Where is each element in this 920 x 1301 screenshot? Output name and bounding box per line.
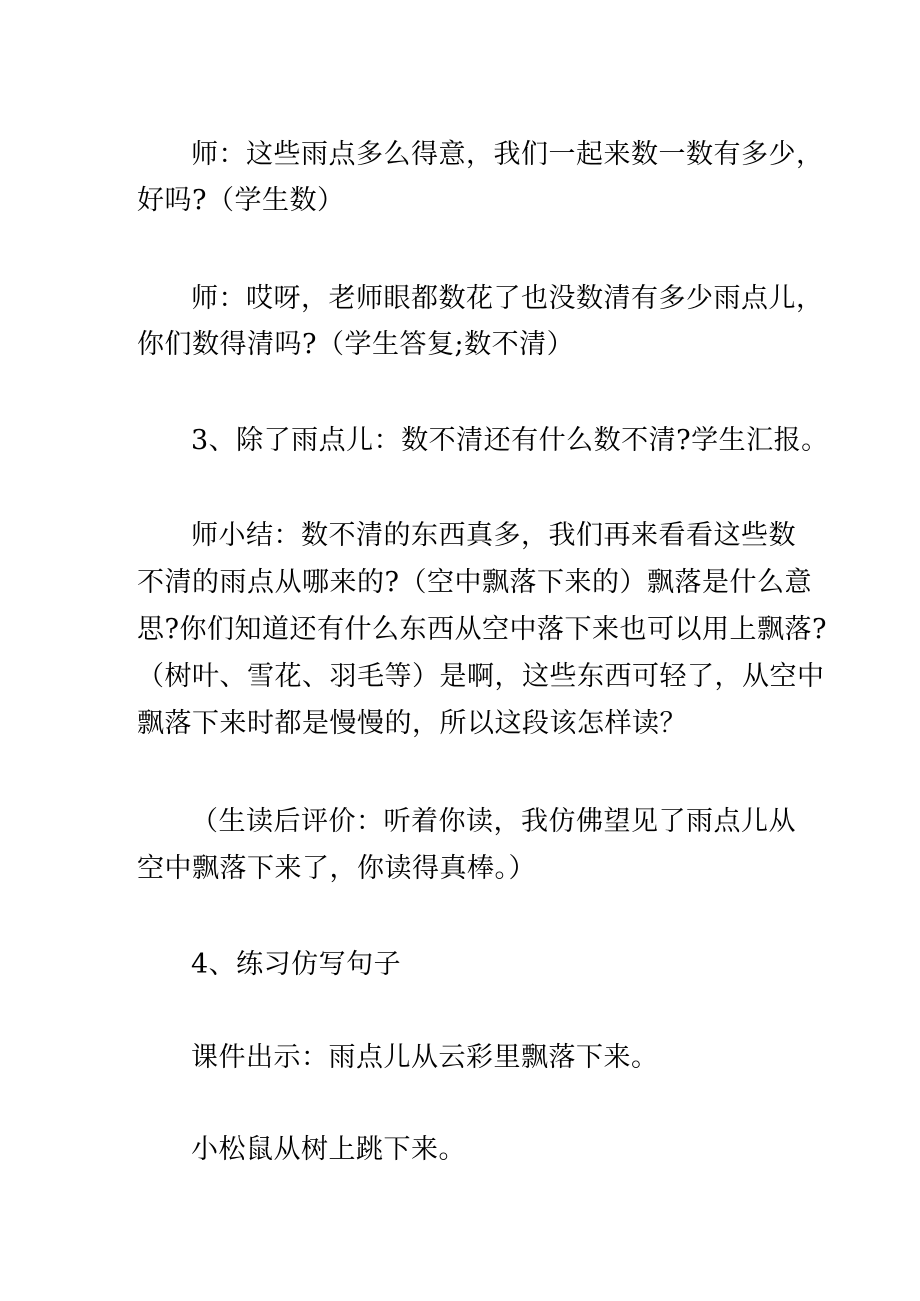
paragraph-5-line-2: 空中飘落下来了，你读得真棒。） bbox=[137, 853, 536, 884]
paragraph-4-line-5: 飘落下来时都是慢慢的，所以这段该怎样读？ bbox=[137, 708, 687, 739]
paragraph-1-line-2: 好吗?（学生数） bbox=[137, 185, 345, 216]
paragraph-1-line-1: 师：这些雨点多么得意，我们一起来数一数有多少， bbox=[191, 139, 824, 170]
paragraph-4-line-1: 师小结：数不清的东西真多，我们再来看看这些数 bbox=[191, 520, 796, 551]
paragraph-8-line-1: 小松鼠从树上跳下来。 bbox=[191, 1134, 466, 1165]
paragraph-3-line-1: 3、除了雨点儿：数不清还有什么数不清?学生汇报。 bbox=[191, 425, 829, 456]
paragraph-4-line-4: （树叶、雪花、羽毛等）是啊，这些东西可轻了，从空中 bbox=[137, 661, 825, 692]
paragraph-4-line-2: 不清的雨点从哪来的?（空中飘落下来的）飘落是什么意 bbox=[137, 567, 812, 598]
paragraph-5-line-1: （生读后评价：听着你读，我仿佛望见了雨点儿从 bbox=[191, 806, 796, 837]
paragraph-7-line-1: 课件出示：雨点儿从云彩里飘落下来。 bbox=[191, 1042, 659, 1073]
paragraph-2-line-2: 你们数得清吗?（学生答复;数不清） bbox=[137, 329, 575, 360]
paragraph-6-line-1: 4、练习仿写句子 bbox=[191, 949, 402, 980]
paragraph-4-line-3: 思?你们知道还有什么东西从空中落下来也可以用上飘落? bbox=[137, 614, 827, 645]
paragraph-2-line-1: 师：哎呀，老师眼都数花了也没数清有多少雨点儿， bbox=[191, 283, 824, 314]
